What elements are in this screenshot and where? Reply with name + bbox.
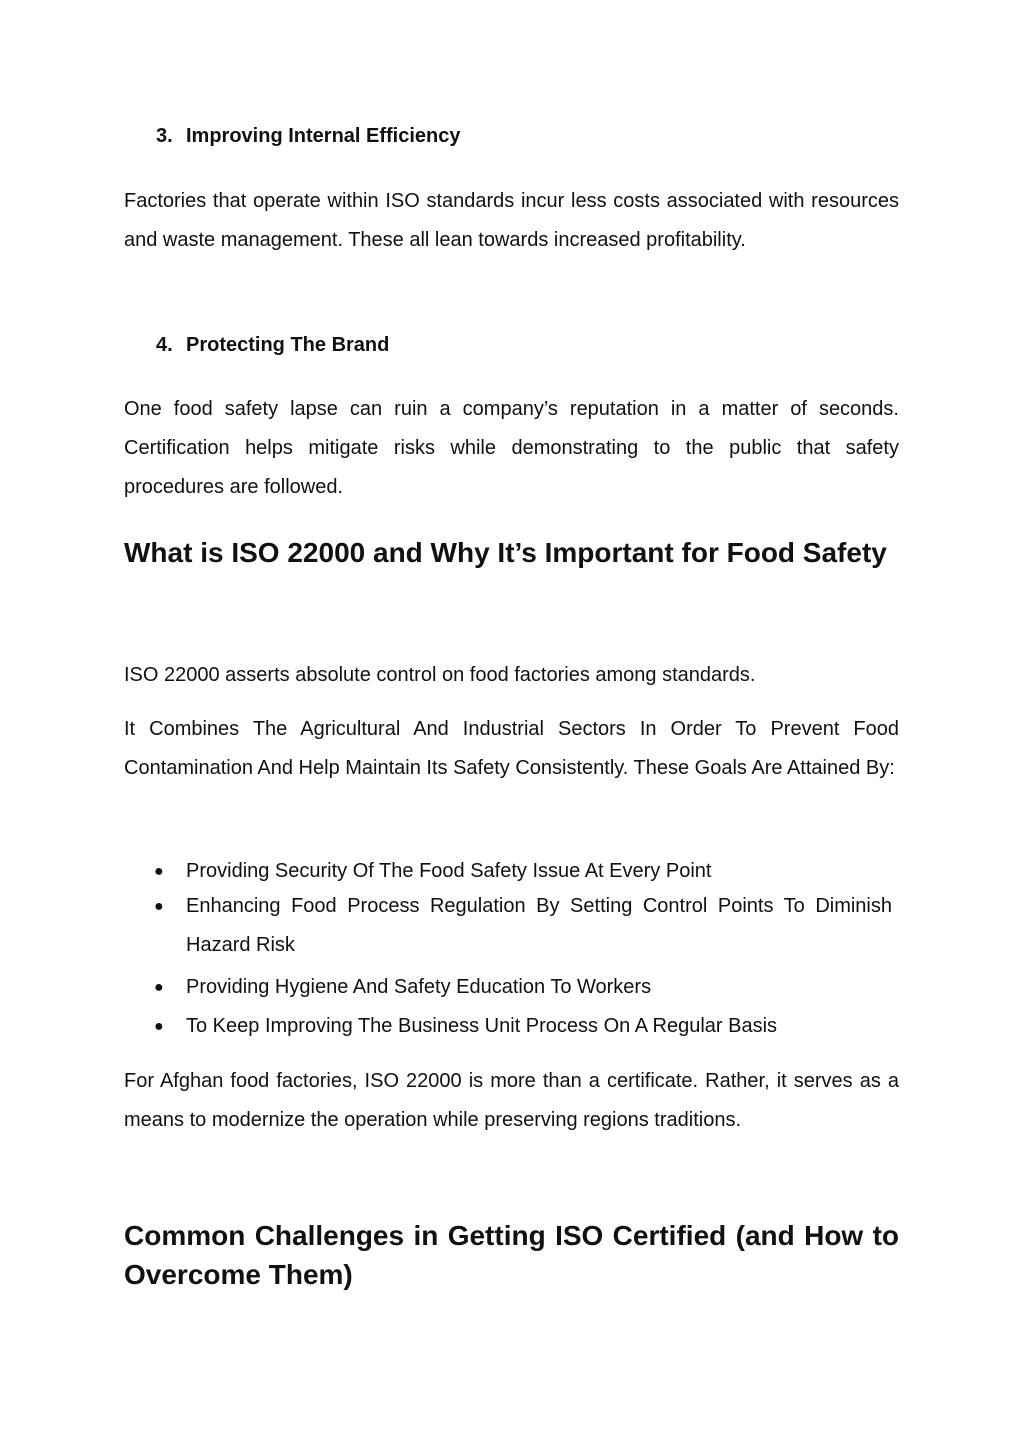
section-title: Protecting The Brand [186,334,390,356]
list-item [124,1007,899,1046]
list-item-text: To Keep Improving The Business Unit Process On A Regular Basis [186,1015,778,1037]
paragraph-iso-combines: It Combines The Agricultural And Industrial Sectors In Order To Prevent Food Contamination And Help Maintain Its Safety Consistently. These Goals Are Attained By: [124,718,899,779]
heading-common-challenges: Common Challenges in Getting ISO Certified (and How to Overcome Them) [124,1220,899,1290]
bullet-icon: ● [154,1018,164,1035]
bullet-icon: ● [154,979,164,996]
paragraph-internal-efficiency: Factories that operate within ISO standards incur less costs associated with resources and waste management. These all lean towards increased profitability. [124,190,899,251]
list-item-text: Providing Hygiene And Safety Education To Workers [186,976,652,998]
list-item-text: Enhancing Food Process Regulation By Setting Control Points To Diminish Hazard Risk [186,895,892,956]
section-heading-improving-efficiency [156,124,461,148]
bullet-icon: ● [154,898,164,915]
section-heading-protecting-brand [156,333,389,357]
section-number: 3. [156,125,173,147]
list-item [124,852,899,891]
paragraph-afghan-factories: For Afghan food factories, ISO 22000 is more than a certificate. Rather, it serves as a means to modernize the operation while preserving regions traditions. [124,1070,899,1131]
section-number: 4. [156,334,173,356]
section-title: Improving Internal Efficiency [186,125,461,147]
paragraph-protecting-brand: One food safety lapse can ruin a company’s reputation in a matter of seconds. Certification helps mitigate risks while demonstrating to the public that safety procedures are followed. [124,398,899,498]
paragraph-iso-intro: ISO 22000 asserts absolute control on food factories among standards. [124,664,756,686]
list-item [124,887,899,965]
list-item-text: Providing Security Of The Food Safety Issue At Every Point [186,860,712,882]
bullet-icon: ● [154,863,164,880]
list-item [124,968,899,1007]
heading-what-is-iso-22000: What is ISO 22000 and Why It’s Important for Food Safety [124,537,887,568]
